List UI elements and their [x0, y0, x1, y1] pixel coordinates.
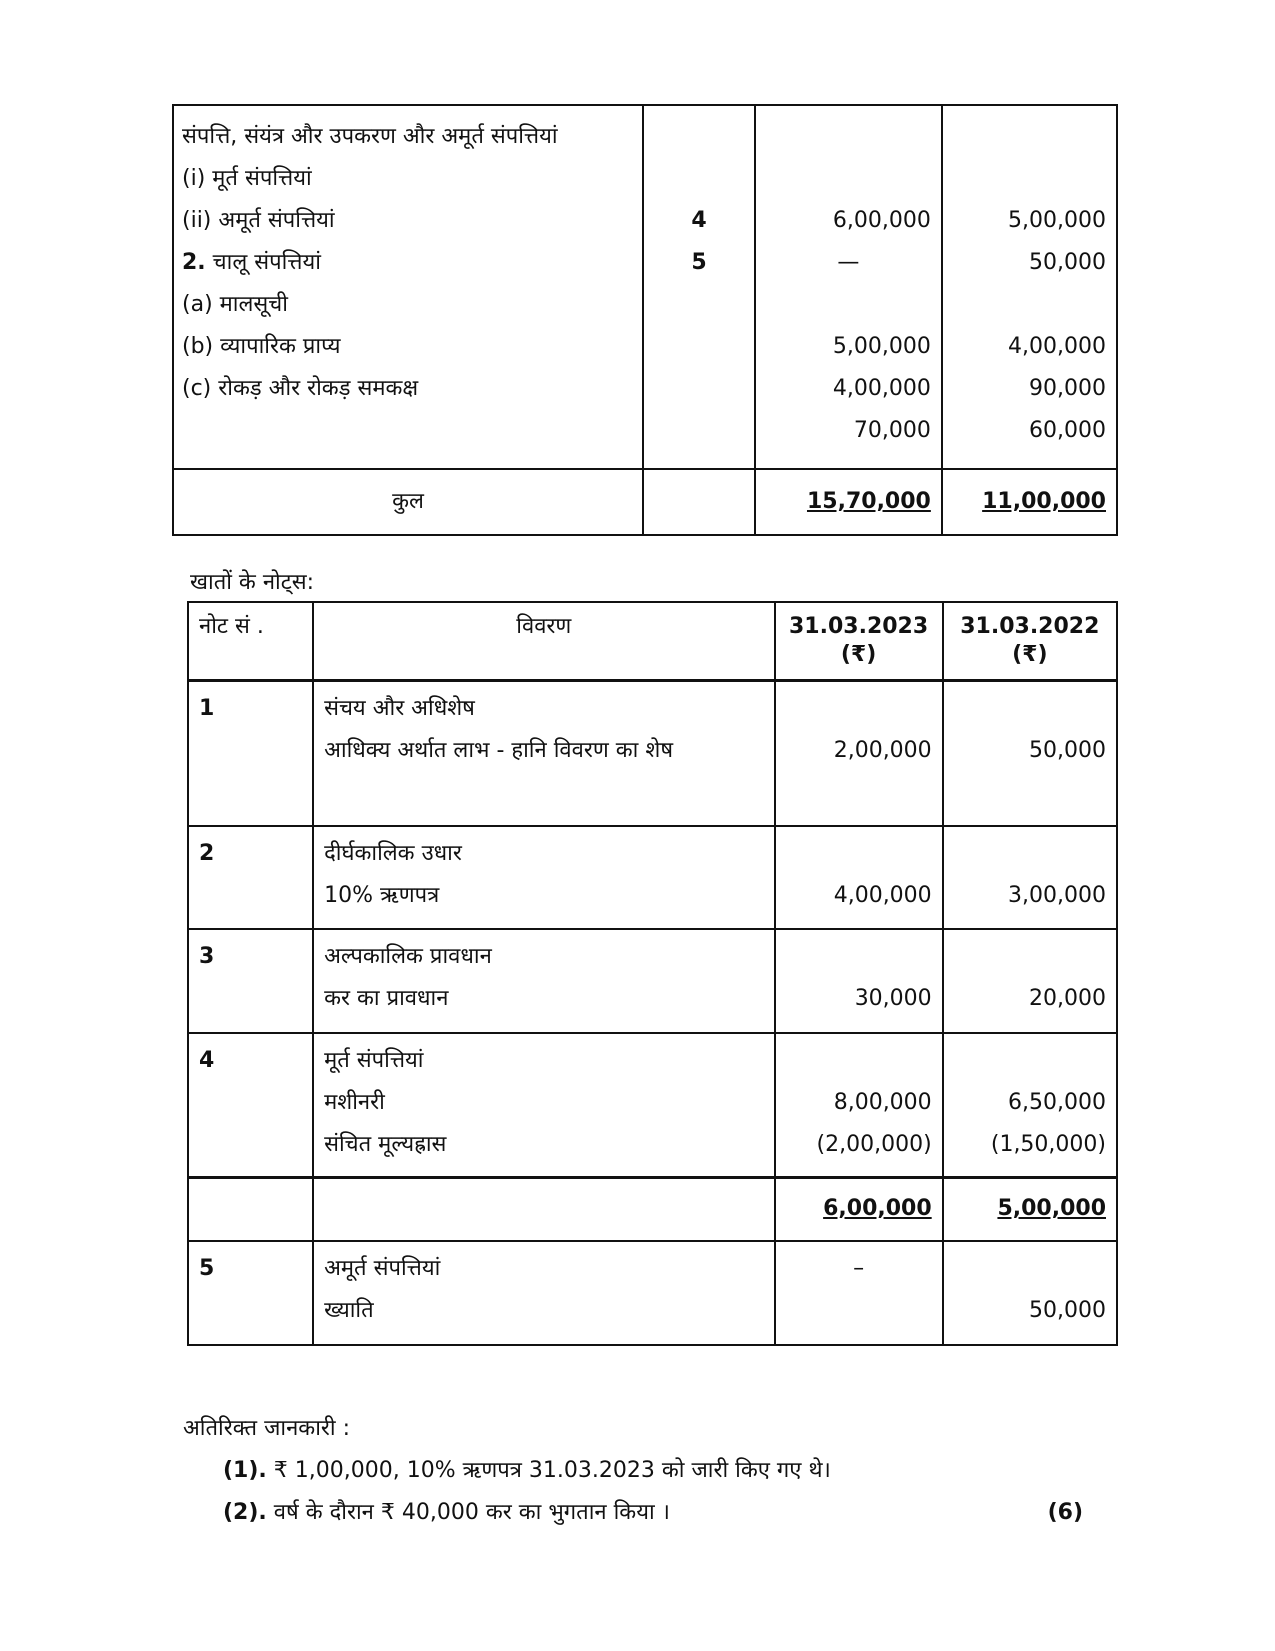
note-amount-2022: (1,50,000): [990, 1132, 1106, 1157]
total-2023: 15,70,000: [806, 489, 931, 514]
note-no: 5: [199, 1256, 215, 1281]
section-label: चालू संपत्तियां: [205, 250, 321, 275]
note-number: 5: [691, 250, 707, 275]
item-number: (1).: [223, 1458, 267, 1483]
amount-2022: 60,000: [1029, 418, 1106, 443]
note-item: संचित मूल्यह्रास: [324, 1132, 447, 1157]
note-item: आधिक्य अर्थात लाभ - हानि विवरण का शेष: [324, 737, 674, 763]
note-row: [188, 826, 1117, 929]
note-head: अमूर्त संपत्तियां: [324, 1256, 441, 1281]
note-amount-2023: 4,00,000: [833, 883, 932, 908]
particulars-line: संपत्ति, संयंत्र और उपकरण और अमूर्त संपत्तियां: [182, 124, 558, 149]
item-number: (2).: [223, 1500, 267, 1525]
particulars-line: (ii) अमूर्त संपत्तियां: [182, 208, 335, 233]
amount-2022: 90,000: [1029, 376, 1106, 401]
amount-2023: 70,000: [853, 418, 931, 443]
note-amount-2022: 3,00,000: [1008, 883, 1106, 908]
header-2023: 31.03.2023: [789, 614, 929, 639]
notes-header-row: [188, 602, 1117, 680]
total-2022: 11,00,000: [982, 489, 1106, 514]
note-total-2022: 5,00,000: [997, 1196, 1106, 1222]
additional-info-item: [183, 1492, 1083, 1534]
note-head: संचय और अधिशेष: [324, 695, 475, 721]
note-no: 3: [199, 944, 215, 969]
year-2022-column: [942, 105, 1117, 469]
notes-title: खातों के नोट्स:: [190, 570, 315, 595]
amount-2022: 4,00,000: [1008, 334, 1106, 359]
note-column: [643, 105, 755, 469]
particulars-line: [182, 242, 642, 284]
particulars-line: (b) व्यापारिक प्राप्य: [182, 334, 341, 359]
note-total-2023: 6,00,000: [823, 1196, 932, 1222]
note-amount-2022: 50,000: [1029, 1298, 1106, 1323]
balance-sheet-table: [172, 104, 1118, 536]
note-amount-2023: 2,00,000: [833, 737, 932, 763]
note-total-row: [188, 1177, 1117, 1241]
section-number: 2.: [182, 250, 206, 275]
additional-info-title: अतिरिक्त जानकारी :: [183, 1416, 350, 1441]
balance-sheet-body: [173, 105, 1117, 469]
note-row: [188, 929, 1117, 1033]
additional-info-item: [183, 1450, 1083, 1492]
particulars-line: (c) रोकड़ और रोकड़ समकक्ष: [182, 376, 419, 401]
marks: (6): [1047, 1500, 1083, 1525]
note-amount-2023: –: [853, 1256, 865, 1281]
header-currency: (₹): [1012, 642, 1048, 667]
note-item: 10% ऋणपत्र: [324, 883, 440, 908]
note-item: ख्याति: [324, 1298, 374, 1323]
note-item: कर का प्रावधान: [324, 986, 449, 1011]
item-text: ₹ 1,00,000, 10% ऋणपत्र 31.03.2023 को जारी किए गए थे।: [266, 1458, 831, 1483]
note-row: [188, 1241, 1117, 1345]
note-amount-2022: 6,50,000: [1008, 1090, 1106, 1115]
year-2023-column: [755, 105, 942, 469]
note-no: 4: [199, 1048, 215, 1073]
amount-2022: 50,000: [1029, 250, 1106, 275]
note-amount-2022: 20,000: [1029, 986, 1106, 1011]
particulars-line: (a) मालसूची: [182, 292, 288, 317]
header-particulars: विवरण: [516, 614, 572, 639]
note-head: मूर्त संपत्तियां: [324, 1048, 424, 1073]
amount-2023: 4,00,000: [832, 376, 931, 401]
note-amount-2022: 50,000: [1029, 737, 1106, 763]
additional-info: [183, 1408, 1083, 1534]
amount-2023: 5,00,000: [832, 334, 931, 359]
note-item: मशीनरी: [324, 1090, 385, 1115]
note-head: दीर्घकालिक उधार: [324, 841, 462, 866]
note-row: [188, 1033, 1117, 1177]
note-amount-2023: (2,00,000): [816, 1132, 932, 1157]
header-currency: (₹): [840, 642, 877, 667]
total-label: कुल: [392, 489, 424, 514]
note-head: अल्पकालिक प्रावधान: [324, 944, 492, 969]
note-amount-2023: 30,000: [854, 986, 932, 1011]
item-text: वर्ष के दौरान ₹ 40,000 कर का भुगतान किया ।: [266, 1500, 670, 1525]
particulars-column: [173, 105, 643, 469]
note-no: 1: [199, 695, 215, 721]
notes-table: [187, 601, 1118, 1346]
note-row: [188, 680, 1117, 826]
header-note-no: नोट सं .: [199, 614, 264, 639]
note-amount-2023: 8,00,000: [833, 1090, 932, 1115]
amount-2023: —: [837, 250, 860, 275]
note-number: 4: [691, 208, 707, 233]
header-2022: 31.03.2022: [960, 614, 1100, 639]
balance-sheet-total-row: [173, 469, 1117, 535]
amount-2023: 6,00,000: [832, 208, 931, 233]
note-no: 2: [199, 841, 215, 866]
particulars-line: (i) मूर्त संपत्तियां: [182, 166, 312, 191]
amount-2022: 5,00,000: [1008, 208, 1106, 233]
